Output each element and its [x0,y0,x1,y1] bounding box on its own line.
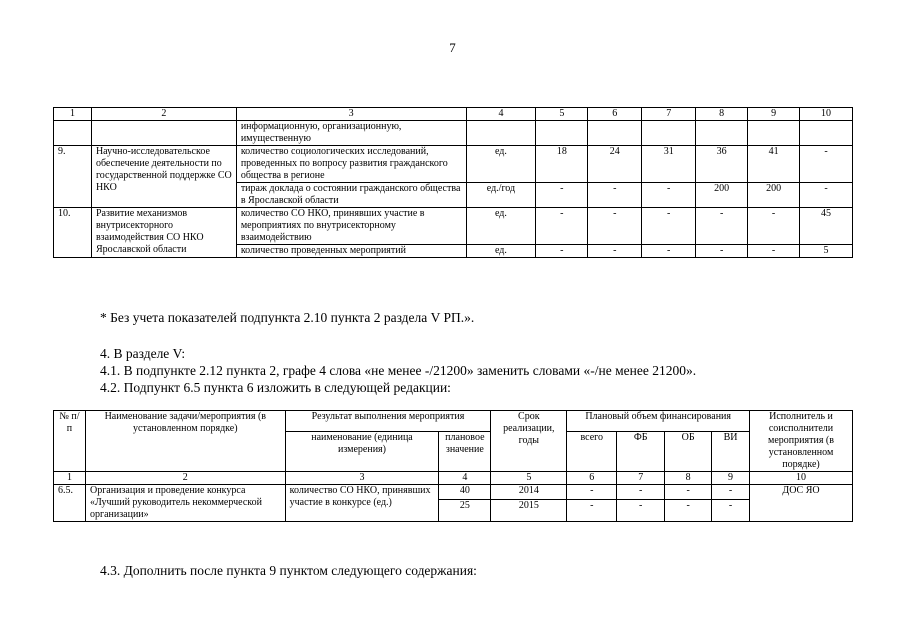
col-number: 7 [642,108,696,121]
col-number: 5 [491,472,567,485]
indicator-name: количество проведенных мероприятий [236,245,466,258]
value-cell: - [800,146,853,183]
col-number: 9 [748,108,800,121]
col-number: 10 [750,472,853,485]
value-cell: - [536,245,588,258]
header-fin-fb: ФБ [617,431,665,471]
value-cell: - [696,208,748,245]
fin-total: - [567,485,617,500]
col-number: 7 [617,472,665,485]
header-number: № п/п [54,411,86,472]
col-number: 3 [285,472,439,485]
fin-ob: - [665,500,712,522]
value-cell: 41 [748,146,800,183]
paragraph-4: 4. В разделе V: [100,346,186,361]
table-row [54,208,853,245]
value-cell: - [800,183,853,208]
header-result: Результат выполнения мероприятия [285,411,491,432]
row-number: 9. [54,146,92,208]
fin-vi: - [712,500,750,522]
page-number: 7 [449,40,456,55]
col-number: 6 [567,472,617,485]
header-term: Срок реализации, годы [491,411,567,472]
header-fin-vi: ВИ [712,431,750,471]
fin-fb: - [617,485,665,500]
year: 2014 [491,485,567,500]
unit: ед./год [466,183,536,208]
header-result-plan: плановое значение [439,431,491,471]
row-number: 10. [54,208,92,258]
table-row [54,146,853,183]
measure-name: Организация и проведение конкурса «Лучший руководитель некоммерческой организации» [85,485,285,522]
header-result-name: наименование (единица измерения) [285,431,439,471]
plan-value: 40 [439,485,491,500]
col-number: 3 [236,108,466,121]
value-cell: - [588,183,642,208]
paragraph-4-3: 4.3. Дополнить после пункта 9 пунктом следующего содержания: [100,563,477,578]
value-cell: 31 [642,146,696,183]
table-row [54,485,853,500]
indicator-name: количество СО НКО, принявших участие в мероприятиях по внутрисекторному взаимодействию [236,208,466,245]
value-cell: - [642,183,696,208]
value-cell: 5 [800,245,853,258]
indicator-name: информационную, организационную, имущественную [236,121,466,146]
table-row [54,121,853,146]
col-number: 9 [712,472,750,485]
fin-total: - [567,500,617,522]
indicator-name: тираж доклада о состоянии гражданского общества в Ярославской области [236,183,466,208]
col-number: 2 [85,472,285,485]
col-number: 8 [696,108,748,121]
value-cell: - [642,208,696,245]
value-cell: - [642,245,696,258]
header-financing: Плановый объем финансирования [567,411,750,432]
value-cell: - [536,208,588,245]
value-cell: - [748,208,800,245]
value-cell: 200 [748,183,800,208]
fin-vi: - [712,485,750,500]
table-header-row [54,411,853,432]
unit: ед. [466,146,536,183]
unit: ед. [466,208,536,245]
col-number: 5 [536,108,588,121]
header-executor: Исполнитель и соисполнители мероприятия (в установленном порядке) [750,411,853,472]
col-number: 4 [439,472,491,485]
value-cell: 24 [588,146,642,183]
task-name: Развитие механизмов внутрисекторного взаимодействия СО НКО Ярославской области [91,208,236,258]
header-fin-ob: ОБ [665,431,712,471]
value-cell: - [536,183,588,208]
row-number: 6.5. [54,485,86,522]
value-cell: 200 [696,183,748,208]
col-number: 1 [54,472,86,485]
value-cell: - [588,208,642,245]
table-header-row [54,108,853,121]
header-name: Наименование задачи/мероприятия (в установленном порядке) [85,411,285,472]
value-cell: 36 [696,146,748,183]
fin-ob: - [665,485,712,500]
result-name: количество СО НКО, принявших участие в конкурсе (ед.) [285,485,439,522]
fin-fb: - [617,500,665,522]
value-cell: 45 [800,208,853,245]
value-cell: - [748,245,800,258]
footnote: * Без учета показателей подпункта 2.10 пункта 2 раздела V РП.». [100,310,475,325]
value-cell: - [588,245,642,258]
table-numbers-row [54,472,853,485]
paragraph-4-1: 4.1. В подпункте 2.12 пункта 2, графе 4 слова «не менее -/21200» заменить словами «-/не менее 21200». [100,363,697,378]
executor: ДОС ЯО [750,485,853,522]
indicator-name: количество социологических исследований, проведенных по вопросу развития гражданского общества в регионе [236,146,466,183]
value-cell: 18 [536,146,588,183]
header-fin-total: всего [567,431,617,471]
col-number: 1 [54,108,92,121]
paragraph-4-2: 4.2. Подпункт 6.5 пункта 6 изложить в следующей редакции: [100,380,451,395]
measure-table [53,410,853,522]
col-number: 4 [466,108,536,121]
value-cell: - [696,245,748,258]
col-number: 10 [800,108,853,121]
col-number: 8 [665,472,712,485]
col-number: 2 [91,108,236,121]
task-name: Научно-исследовательское обеспечение деятельности по государственной поддержке СО НКО [91,146,236,208]
indicators-table [53,107,853,258]
col-number: 6 [588,108,642,121]
plan-value: 25 [439,500,491,522]
unit: ед. [466,245,536,258]
year: 2015 [491,500,567,522]
